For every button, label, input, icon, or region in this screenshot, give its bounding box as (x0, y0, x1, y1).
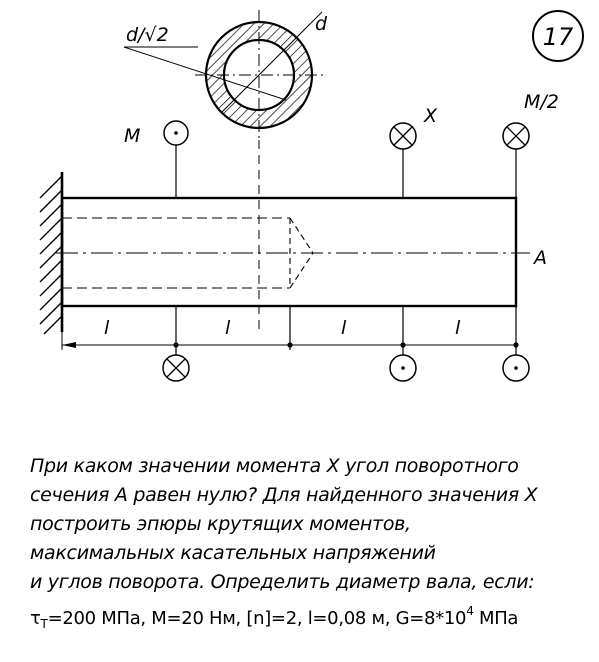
tau-symbol: τ (30, 608, 41, 629)
moment-m2-top (503, 91, 559, 198)
segment-label-2: l (225, 317, 231, 339)
moment-m2-label: M/2 (524, 91, 559, 113)
outer-diameter-label: d (315, 13, 328, 35)
moment-m-top (124, 121, 188, 198)
g-exponent: 4 (466, 604, 474, 618)
segment-label-1: l (104, 317, 110, 339)
problem-line-2: сечения А равен нулю? Для найденного значения Х (30, 484, 538, 506)
problem-line-4: максимальных касательных напряжений (30, 542, 436, 564)
given-values (30, 597, 590, 639)
tau-subscript: T (40, 617, 48, 631)
cross-section-view (124, 10, 328, 140)
moment-x-label: X (424, 105, 438, 127)
moment-dot-bottom-1 (390, 355, 416, 381)
problem-number-badge (533, 11, 583, 61)
moment-dot-bottom-2 (503, 355, 529, 381)
moment-m-label: M (124, 125, 141, 147)
section-a-label: A (534, 247, 547, 269)
problem-line-5: и углов поворота. Определить диаметр вала, если: (30, 571, 535, 593)
g-unit: МПа (473, 608, 519, 629)
problem-statement (30, 452, 590, 639)
given-values-text: =200 МПа, М=20 Нм, [n]=2, l=0,08 м, G=8*10 (47, 608, 467, 629)
inner-diameter-label: d/√2 (126, 24, 169, 46)
moment-x-bottom (163, 355, 189, 381)
moment-x-top (390, 105, 438, 198)
problem-line-1: При каком значении момента Х угол поворотного (30, 455, 519, 477)
segment-label-4: l (455, 317, 461, 339)
problem-number: 17 (542, 23, 574, 51)
problem-line-3: построить эпюры крутящих моментов, (30, 513, 411, 535)
segment-label-3: l (341, 317, 347, 339)
shaft (56, 198, 547, 306)
length-dimension (62, 306, 519, 355)
